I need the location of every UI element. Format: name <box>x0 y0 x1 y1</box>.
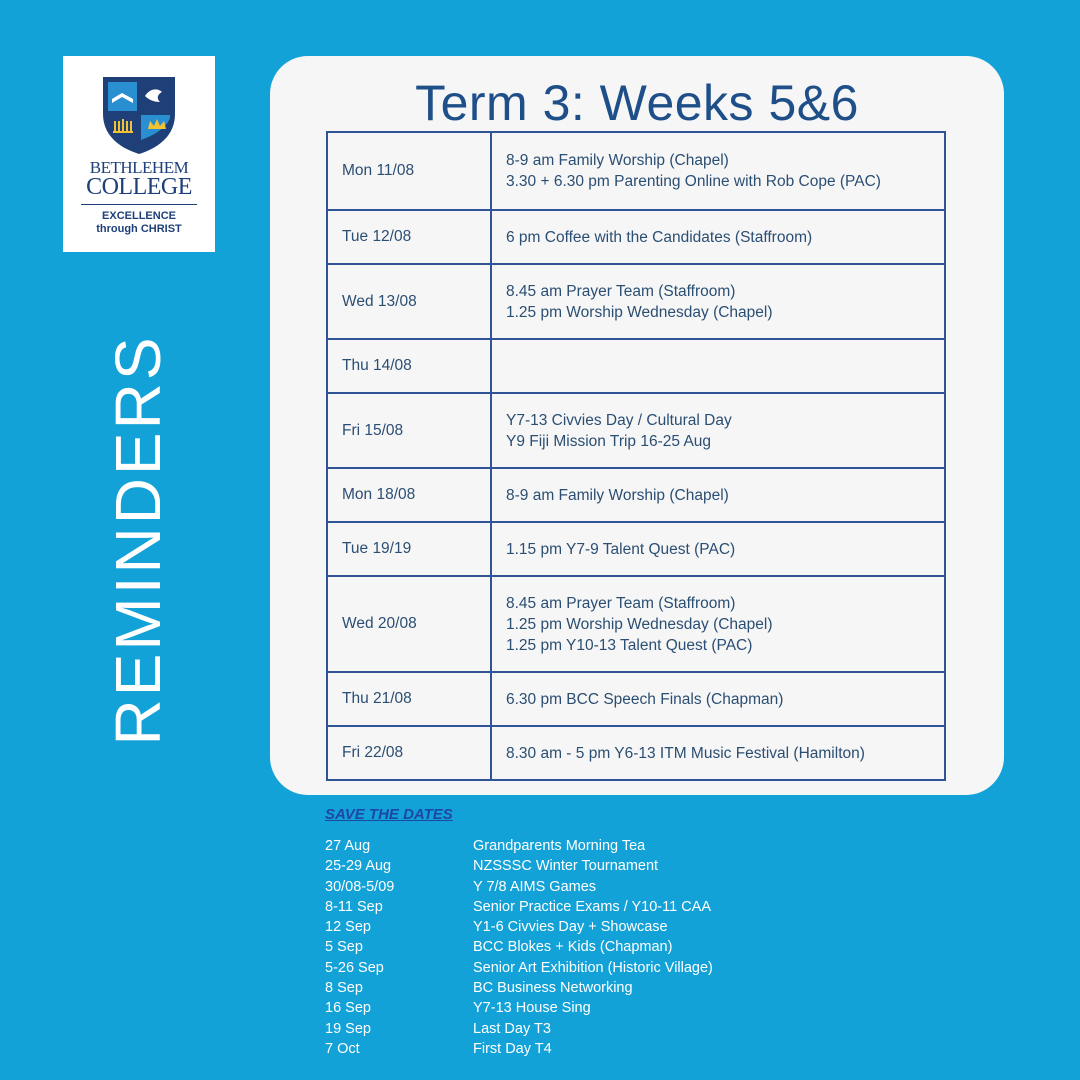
save-date-date: 8-11 Sep <box>325 898 383 915</box>
reminders-title: REMINDERS <box>102 334 174 746</box>
save-date-item <box>325 1039 713 1059</box>
schedule-row <box>327 726 945 780</box>
save-date-item <box>325 958 713 978</box>
save-date-date: 7 Oct <box>325 1040 360 1057</box>
schedule-event: 6.30 pm BCC Speech Finals (Chapman) <box>506 690 784 708</box>
schedule-day: Thu 14/08 <box>327 339 491 393</box>
save-date-date: 19 Sep <box>325 1020 371 1037</box>
schedule-row <box>327 339 945 393</box>
schedule-events <box>491 522 945 576</box>
schedule-row <box>327 672 945 726</box>
save-date-event: Senior Practice Exams / Y10-11 CAA <box>473 898 712 915</box>
schedule-day: Wed 20/08 <box>327 576 491 672</box>
schedule-event: Y7-13 Civvies Day / Cultural Day <box>506 411 732 429</box>
schedule-events <box>491 132 945 210</box>
schedule-day: Tue 12/08 <box>327 210 491 264</box>
college-crest-icon <box>100 74 178 156</box>
schedule-events <box>491 210 945 264</box>
save-the-dates-heading[interactable]: SAVE THE DATES <box>325 806 453 823</box>
save-date-date: 27 Aug <box>325 838 371 854</box>
schedule-events <box>491 726 945 780</box>
logo-name-line2: COLLEGE <box>86 174 192 200</box>
schedule-day: Thu 21/08 <box>327 672 491 726</box>
schedule-event: 3.30 + 6.30 pm Parenting Online with Rob Cope (PAC) <box>506 173 881 190</box>
schedule-event: 8-9 am Family Worship (Chapel) <box>506 152 729 169</box>
schedule-row <box>327 576 945 672</box>
save-date-item <box>325 856 713 876</box>
save-date-date: 5 Sep <box>325 939 363 956</box>
save-date-event: BCC Blokes + Kids (Chapman) <box>473 939 673 956</box>
save-date-event: Grandparents Morning Tea <box>473 838 646 854</box>
save-date-event: BC Business Networking <box>473 980 633 997</box>
save-date-date: 16 Sep <box>325 1000 371 1017</box>
schedule-row <box>327 210 945 264</box>
schedule-events <box>491 468 945 522</box>
schedule-events <box>491 339 945 393</box>
save-date-date: 25-29 Aug <box>325 858 392 875</box>
schedule-day: Fri 15/08 <box>327 393 491 468</box>
schedule-events <box>491 672 945 726</box>
logo-name-line1: BETHLEHEM <box>89 158 189 177</box>
schedule-row <box>327 468 945 522</box>
schedule-event: 1.25 pm Y10-13 Talent Quest (PAC) <box>506 636 753 654</box>
save-date-date: 12 Sep <box>325 919 371 936</box>
schedule-events <box>491 264 945 339</box>
logo-tagline-1: EXCELLENCE <box>102 210 176 222</box>
save-date-item <box>325 836 713 856</box>
schedule-event: 8.30 am - 5 pm Y6-13 ITM Music Festival (Hamilton) <box>506 744 865 762</box>
schedule-event: 1.15 pm Y7-9 Talent Quest (PAC) <box>506 540 736 558</box>
save-date-date: 8 Sep <box>325 980 363 997</box>
schedule-event: 1.25 pm Worship Wednesday (Chapel) <box>506 303 773 321</box>
save-date-event: Y7-13 House Sing <box>473 1000 591 1017</box>
save-date-date: 5-26 Sep <box>325 959 384 976</box>
schedule-event: 6 pm Coffee with the Candidates (Staffroom) <box>506 228 813 246</box>
schedule-event: 8.45 am Prayer Team (Staffroom) <box>506 282 736 300</box>
schedule-day: Wed 13/08 <box>327 264 491 339</box>
schedule-table <box>326 131 946 781</box>
save-date-item <box>325 897 713 917</box>
schedule-day: Fri 22/08 <box>327 726 491 780</box>
schedule-row <box>327 522 945 576</box>
save-date-item <box>325 917 713 937</box>
save-date-item <box>325 978 713 998</box>
schedule-event: 8-9 am Family Worship (Chapel) <box>506 486 729 504</box>
save-the-dates-list <box>325 836 713 1059</box>
schedule-day: Mon 11/08 <box>327 132 491 210</box>
schedule-events <box>491 576 945 672</box>
save-date-item <box>325 998 713 1018</box>
schedule-events <box>491 393 945 468</box>
schedule-row <box>327 393 945 468</box>
schedule-event: 1.25 pm Worship Wednesday (Chapel) <box>506 615 773 633</box>
schedule-event: Y9 Fiji Mission Trip 16-25 Aug <box>506 432 712 450</box>
save-date-event: NZSSSC Winter Tournament <box>473 858 659 875</box>
schedule-row <box>327 264 945 339</box>
save-date-item <box>325 877 713 897</box>
schedule-row <box>327 132 945 210</box>
save-date-item <box>325 1019 713 1039</box>
save-date-event: First Day T4 <box>473 1040 552 1057</box>
save-date-date: 30/08-5/09 <box>325 878 395 895</box>
logo-divider <box>81 204 197 205</box>
logo-tagline-2: through CHRIST <box>96 223 182 235</box>
schedule-event: 8.45 am Prayer Team (Staffroom) <box>506 594 736 612</box>
save-date-item <box>325 937 713 957</box>
schedule-day: Tue 19/19 <box>327 522 491 576</box>
save-date-event: Y 7/8 AIMS Games <box>473 878 597 895</box>
college-logo <box>63 56 215 252</box>
save-date-event: Last Day T3 <box>473 1020 551 1037</box>
save-date-event: Senior Art Exhibition (Historic Village) <box>473 959 713 976</box>
schedule-day: Mon 18/08 <box>327 468 491 522</box>
save-date-event: Y1-6 Civvies Day + Showcase <box>473 919 668 936</box>
card-title: Term 3: Weeks 5&6 <box>415 75 859 131</box>
